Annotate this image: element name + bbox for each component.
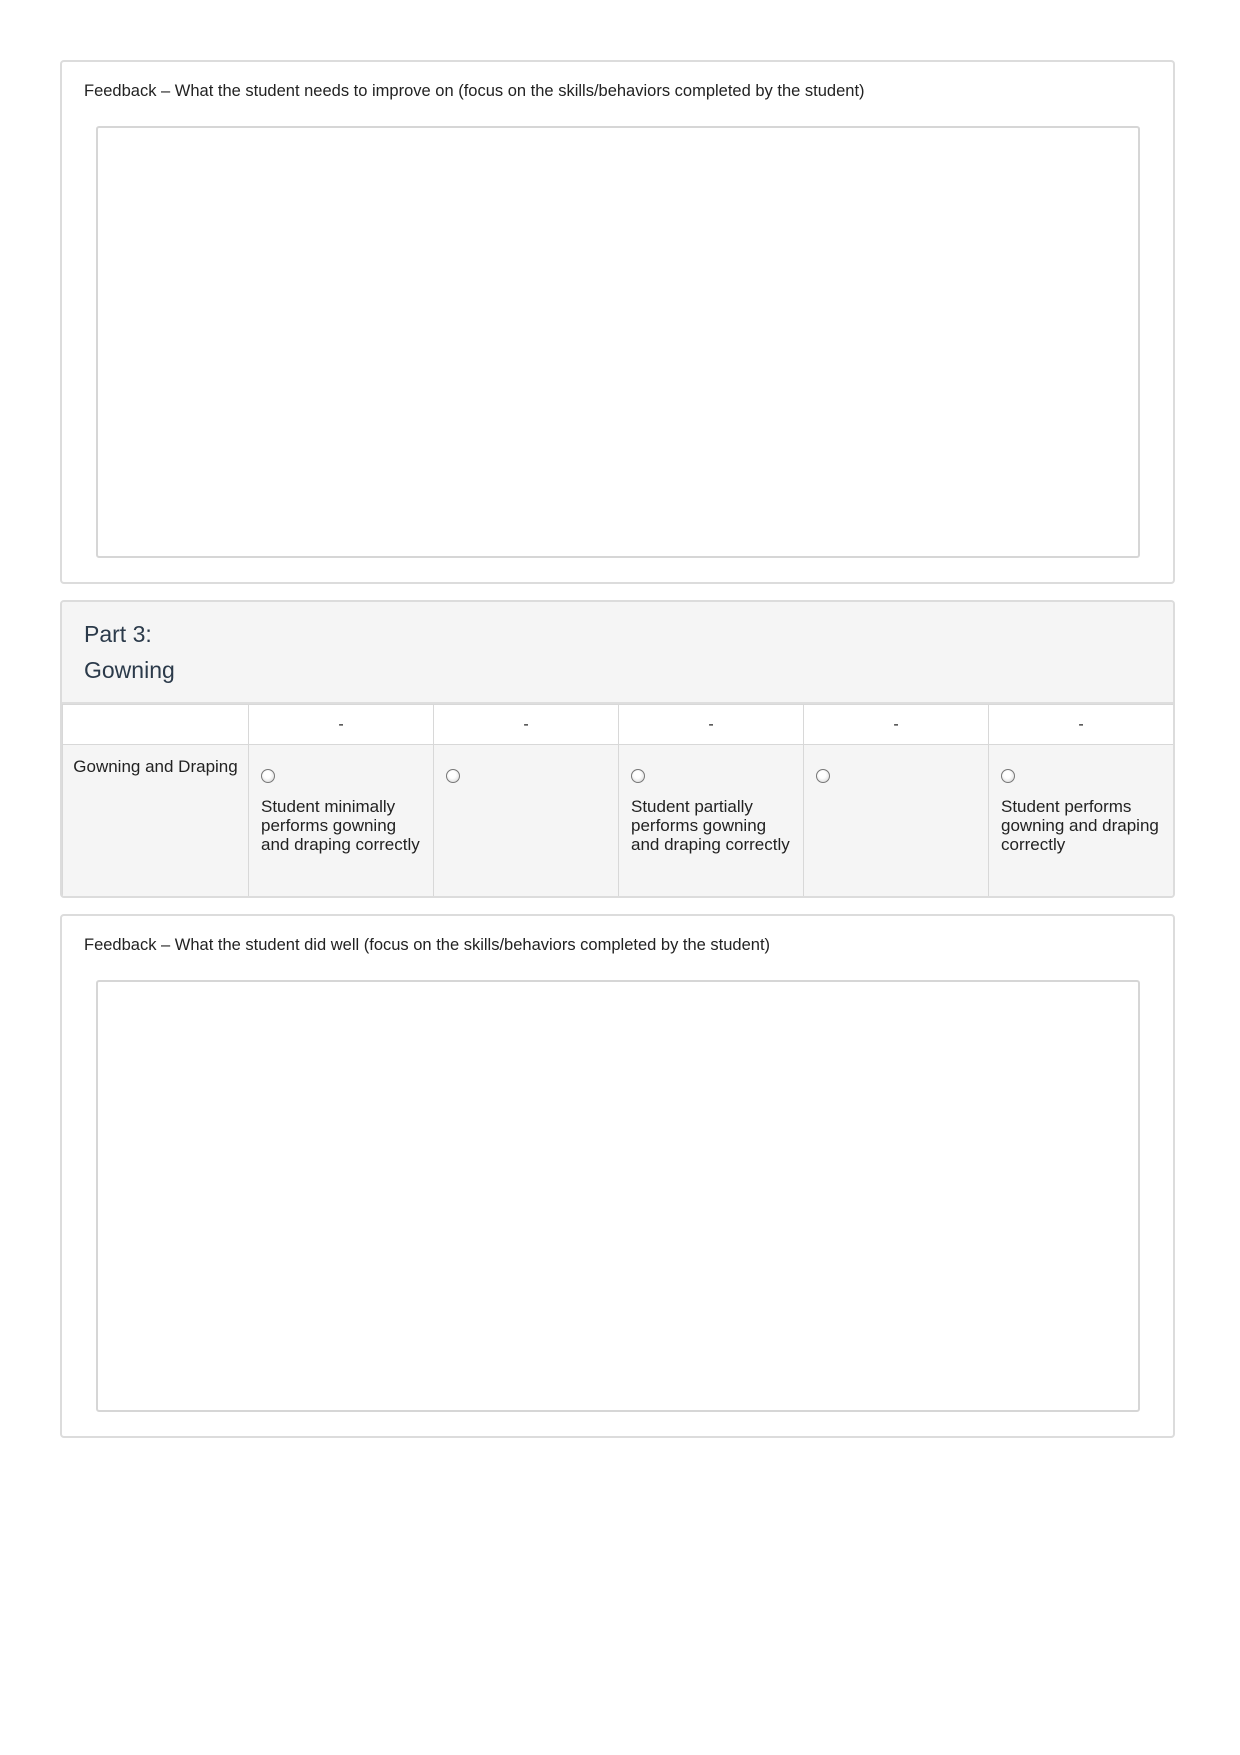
rubric-header-row — [63, 705, 1174, 745]
feedback-improve-label: Feedback – What the student needs to improve on (focus on the skills/behaviors completed by the student) — [84, 82, 865, 100]
radio-button[interactable] — [631, 769, 645, 783]
rubric-option-text: Student performs gowning and draping correctly — [1001, 797, 1159, 854]
rubric-option-3[interactable] — [619, 745, 804, 897]
part3-panel — [60, 600, 1175, 898]
rubric-option-5[interactable] — [989, 745, 1174, 897]
feedback-improve-panel — [60, 60, 1175, 584]
rubric-option-text: Student partially performs gowning and draping correctly — [631, 797, 790, 854]
feedback-improve-textarea[interactable] — [96, 126, 1140, 558]
rubric-option-text: Student minimally performs gowning and draping correctly — [261, 797, 420, 854]
part3-header — [62, 602, 1173, 704]
part3-number: Part 3: — [84, 621, 152, 647]
rubric-option-1[interactable] — [249, 745, 434, 897]
rubric-header-corner — [63, 705, 249, 745]
rubric-column-header: - — [249, 705, 434, 745]
part3-name: Gowning — [84, 657, 175, 683]
rubric-option-4[interactable] — [804, 745, 989, 897]
feedback-well-textarea[interactable] — [96, 980, 1140, 1412]
rubric-row-gowning-draping — [63, 745, 1174, 897]
feedback-well-label: Feedback – What the student did well (focus on the skills/behaviors completed by the student) — [84, 936, 771, 954]
radio-button[interactable] — [816, 769, 830, 783]
rubric-column-header: - — [989, 705, 1174, 745]
radio-button[interactable] — [261, 769, 275, 783]
rubric-column-header: - — [804, 705, 989, 745]
feedback-well-panel — [60, 914, 1175, 1438]
radio-button[interactable] — [446, 769, 460, 783]
part3-title — [84, 616, 175, 688]
rubric-column-header: - — [434, 705, 619, 745]
radio-button[interactable] — [1001, 769, 1015, 783]
rubric-column-header: - — [619, 705, 804, 745]
rubric-row-label: Gowning and Draping — [63, 745, 249, 897]
rubric-option-2[interactable] — [434, 745, 619, 897]
rubric-table — [62, 704, 1174, 897]
